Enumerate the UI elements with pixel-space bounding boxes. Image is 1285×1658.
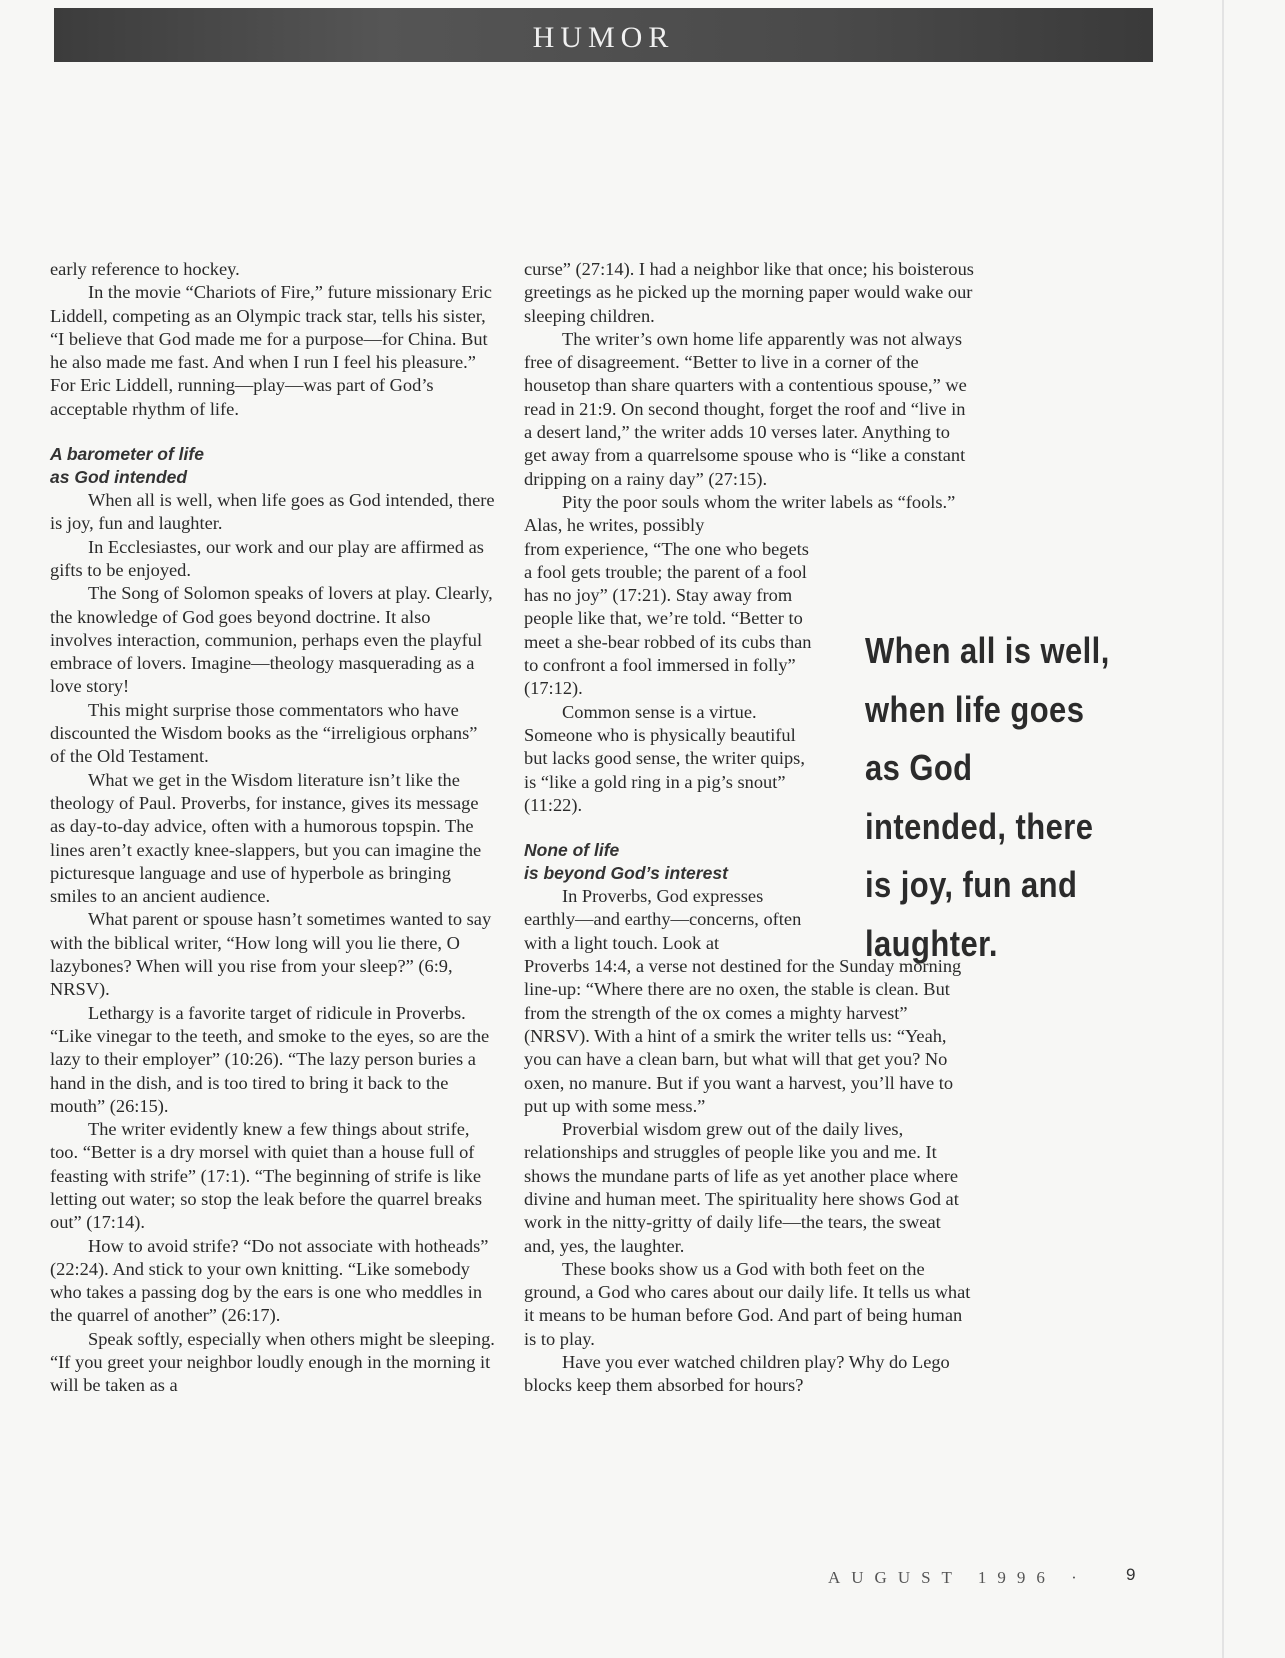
body-paragraph: Lethargy is a favorite target of ridicule in Proverbs. “Like vinegar to the teeth, and smoke to the eyes, so are the lazy to their employer” (10:26). “The lazy person buries a hand in the dish, and is too tired to bring it back to the mouth” (26:15). bbox=[50, 1002, 490, 1116]
body-paragraph: In Proverbs, God expresses earthly—and earthy—concerns, often with a light touch. Look at bbox=[524, 886, 802, 953]
body-paragraph: early reference to hockey. bbox=[50, 259, 240, 279]
body-paragraph: This might surprise those commentators who have discounted the Wisdom books as the “irreligious orphans” of the Old Testament. bbox=[50, 699, 478, 767]
body-paragraph: How to avoid strife? “Do not associate with hotheads” (22:24). And stick to your own knitting. “Like somebody who takes a passing dog by the ears is one who meddles in the quarrel of another” (26:17). bbox=[50, 1235, 489, 1326]
body-paragraph: Have you ever watched children play? Why do Lego blocks keep them absorbed for hours? bbox=[524, 1352, 950, 1396]
body-paragraph: Proverbial wisdom grew out of the daily lives, relationships and struggles of people like you and me. It shows the mundane parts of life as yet another place where divine and human meet. The spirituality here shows God at work in the nitty-gritty of daily life—the tears, the sweat and, yes, the laughter. bbox=[524, 1119, 959, 1256]
section-title: HUMOR bbox=[532, 21, 675, 54]
body-paragraph: When all is well, when life goes as God intended, there is joy, fun and laughter. bbox=[50, 490, 495, 534]
body-paragraph: What we get in the Wisdom literature isn’t like the theology of Paul. Proverbs, for instance, gives its message as day-to-day advice, often with a humorous topspin. The lines aren’t exactly knee-slappers, but you can imagine the picturesque language and use of hyperbole as bringing smiles to an ancient audience. bbox=[50, 769, 482, 907]
body-paragraph: These books show us a God with both feet on the ground, a God who cares about our daily life. It tells us what it means to be human before God. And part of being human is to play. bbox=[524, 1258, 971, 1349]
body-paragraph: The writer evidently knew a few things about strife, too. “Better is a dry morsel with quiet than a house full of feasting with strife” (17:1). “The beginning of strife is like letting out water; so stop the leak before the quarrel breaks out” (17:14). bbox=[50, 1119, 483, 1233]
body-paragraph: What parent or spouse hasn’t sometimes wanted to say with the biblical writer, “How long will you lie there, O lazybones? When will you rise from your sleep?” (6:9, NRSV). bbox=[50, 909, 492, 1000]
body-paragraph: Speak softly, especially when others might be sleeping. “If you greet your neighbor loudly enough in the morning it will be taken as a bbox=[50, 1328, 495, 1396]
pull-quote: When all is well, when life goes as God intended, there is joy, fun and laughter. bbox=[865, 630, 1110, 964]
page-edge bbox=[1222, 0, 1224, 1658]
body-paragraph: curse” (27:14). I had a neighbor like that once; his boisterous greetings as he picked up the morning paper would wake our sleeping children. bbox=[524, 259, 974, 326]
issue-date-folio: AUGUST 1996 · bbox=[828, 1568, 1088, 1587]
section-subheading: None of life is beyond God’s interest bbox=[524, 840, 728, 884]
body-paragraph: Common sense is a virtue. Someone who is physically beautiful but lacks good sense, the writer quips, is “like a gold ring in a pig’s snout” (11:22). bbox=[524, 701, 805, 815]
body-paragraph: from experience, “The one who begets a fool gets trouble; the parent of a fool has no joy” (17:21). Stay away from people like that, we’re told. “Better to meet a she-bear robbed of its cubs than to confront a fool immersed in folly” (17:12). bbox=[524, 538, 812, 699]
section-banner bbox=[54, 8, 1153, 62]
body-paragraph: The Song of Solomon speaks of lovers at play. Clearly, the knowledge of God goes beyond doctrine. It also involves interaction, communion, perhaps even the playful embrace of lovers. Imagine—theology masquerading as a love story! bbox=[50, 583, 493, 697]
body-paragraph: In the movie “Chariots of Fire,” future missionary Eric Liddell, competing as an Olympic track star, tells his sister, “I believe that God made me for a purpose—for China. But he also made me fast. And when I run I feel his pleasure.” For Eric Liddell, running—play—was part of God’s acceptable rhythm of life. bbox=[50, 282, 492, 419]
section-subheading: A barometer of life as God intended bbox=[50, 444, 204, 488]
body-paragraph: Proverbs 14:4, a verse not destined for the Sunday morning line-up: “Where there are no oxen, the stable is clean. But from the strength of the ox comes a mighty harvest” (NRSV). With a hint of a smirk the writer tells us: “Yeah, you can have a clean barn, but what will that get you? No oxen, no manure. But if you want a harvest, you’ll have to put up with some mess.” bbox=[524, 956, 962, 1116]
body-paragraph: In Ecclesiastes, our work and our play are affirmed as gifts to be enjoyed. bbox=[50, 536, 484, 580]
article-left-column bbox=[50, 258, 496, 1398]
page-number: 9 bbox=[1126, 1565, 1136, 1584]
body-paragraph: Pity the poor souls whom the writer labels as “fools.” Alas, he writes, possibly bbox=[524, 491, 956, 536]
body-paragraph: The writer’s own home life apparently was not always free of disagreement. “Better to live in a corner of the housetop than share quarters with a contentious spouse,” we read in 21:9. On second thought, forget the roof and “live in a desert land,” the writer adds 10 verses later. Anything to get away from a quarrelsome spouse who is “like a constant dripping on a rainy day” (27:15). bbox=[524, 328, 967, 489]
